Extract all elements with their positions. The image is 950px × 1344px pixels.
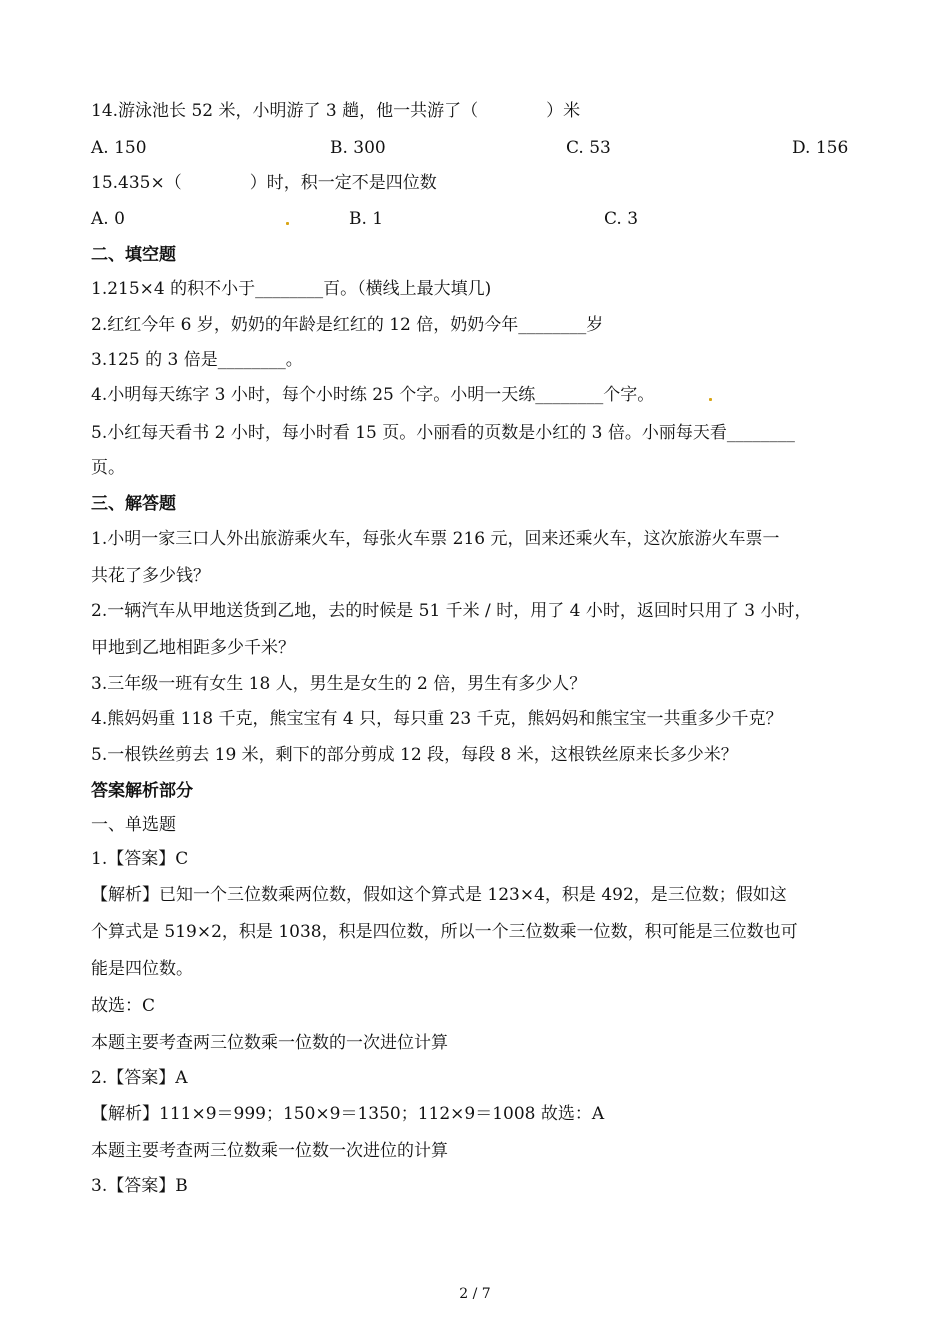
fill-item-5: 5.小红每天看书 2 小时，每小时看 15 页。小丽看的页数是小红的 3 倍。小丽每天看________: [91, 423, 795, 443]
solve-line: 1.小明一家三口人外出旅游乘火车，每张火车票 216 元，回来还乘火车，这次旅游火车票一: [91, 529, 780, 549]
question-14: 14.游泳池长 52 米，小明游了 3 趟，他一共游了（ ）米: [91, 101, 581, 121]
answer-line: 1.【答案】C: [91, 849, 189, 869]
answer-line: 3.【答案】B: [91, 1176, 188, 1196]
option-14-c: C. 53: [566, 138, 611, 158]
solve-line: 3.三年级一班有女生 18 人，男生是女生的 2 倍，男生有多少人？: [91, 674, 587, 694]
solve-line: 共花了多少钱？: [91, 566, 210, 586]
option-15-b: B. 1: [349, 209, 384, 229]
fill-item-1: 1.215×4 的积不小于________百。（横线上最大填几): [91, 279, 492, 299]
section-heading-solve: 三、解答题: [91, 494, 176, 514]
option-15-a: A. 0: [91, 209, 125, 229]
section-heading-fill: 二、填空题: [91, 245, 176, 265]
option-14-b: B. 300: [330, 138, 386, 158]
answer-line: 2.【答案】A: [91, 1068, 188, 1088]
page-number: 2 / 7: [459, 1286, 491, 1302]
fill-item-5-cont: 页。: [91, 458, 125, 478]
question-15: 15.435×（ ）时，积一定不是四位数: [91, 173, 437, 193]
decorative-dot: [709, 398, 712, 401]
option-14-d: D. 156: [792, 138, 849, 158]
answer-line: 本题主要考查两三位数乘一位数一次进位的计算: [91, 1141, 448, 1161]
answer-line: 个算式是 519×2，积是 1038，积是四位数，所以一个三位数乘一位数，积可能是三位数也可: [91, 922, 798, 942]
solve-line: 甲地到乙地相距多少千米？: [91, 638, 295, 658]
answer-line: 故选：C: [91, 996, 156, 1016]
answer-line: 本题主要考查两三位数乘一位数的一次进位计算: [91, 1033, 448, 1053]
solve-line: 4.熊妈妈重 118 千克，熊宝宝有 4 只，每只重 23 千克，熊妈妈和熊宝宝一共重多少千克？: [91, 709, 783, 729]
answers-heading: 答案解析部分: [91, 781, 193, 801]
solve-line: 2.一辆汽车从甲地送货到乙地，去的时候是 51 千米 / 时，用了 4 小时，返回时只用了 3 小时，: [91, 601, 812, 621]
answer-line: 【解析】111×9＝999；150×9＝1350；112×9＝1008 故选：A: [91, 1104, 605, 1124]
option-15-c: C. 3: [604, 209, 639, 229]
option-14-a: A. 150: [91, 138, 147, 158]
answers-subheading: 一、单选题: [91, 815, 176, 835]
decorative-dot: [286, 222, 289, 225]
fill-item-2: 2.红红今年 6 岁，奶奶的年龄是红红的 12 倍，奶奶今年________岁: [91, 315, 604, 335]
fill-item-3: 3.125 的 3 倍是________。: [91, 350, 303, 370]
fill-item-4: 4.小明每天练字 3 小时，每个小时练 25 个字。小明一天练________个字。: [91, 385, 655, 405]
answer-line: 能是四位数。: [91, 959, 193, 979]
solve-line: 5.一根铁丝剪去 19 米，剩下的部分剪成 12 段，每段 8 米，这根铁丝原来长多少米？: [91, 745, 738, 765]
answer-line: 【解析】已知一个三位数乘两位数，假如这个算式是 123×4，积是 492，是三位数；假如这: [91, 885, 787, 905]
